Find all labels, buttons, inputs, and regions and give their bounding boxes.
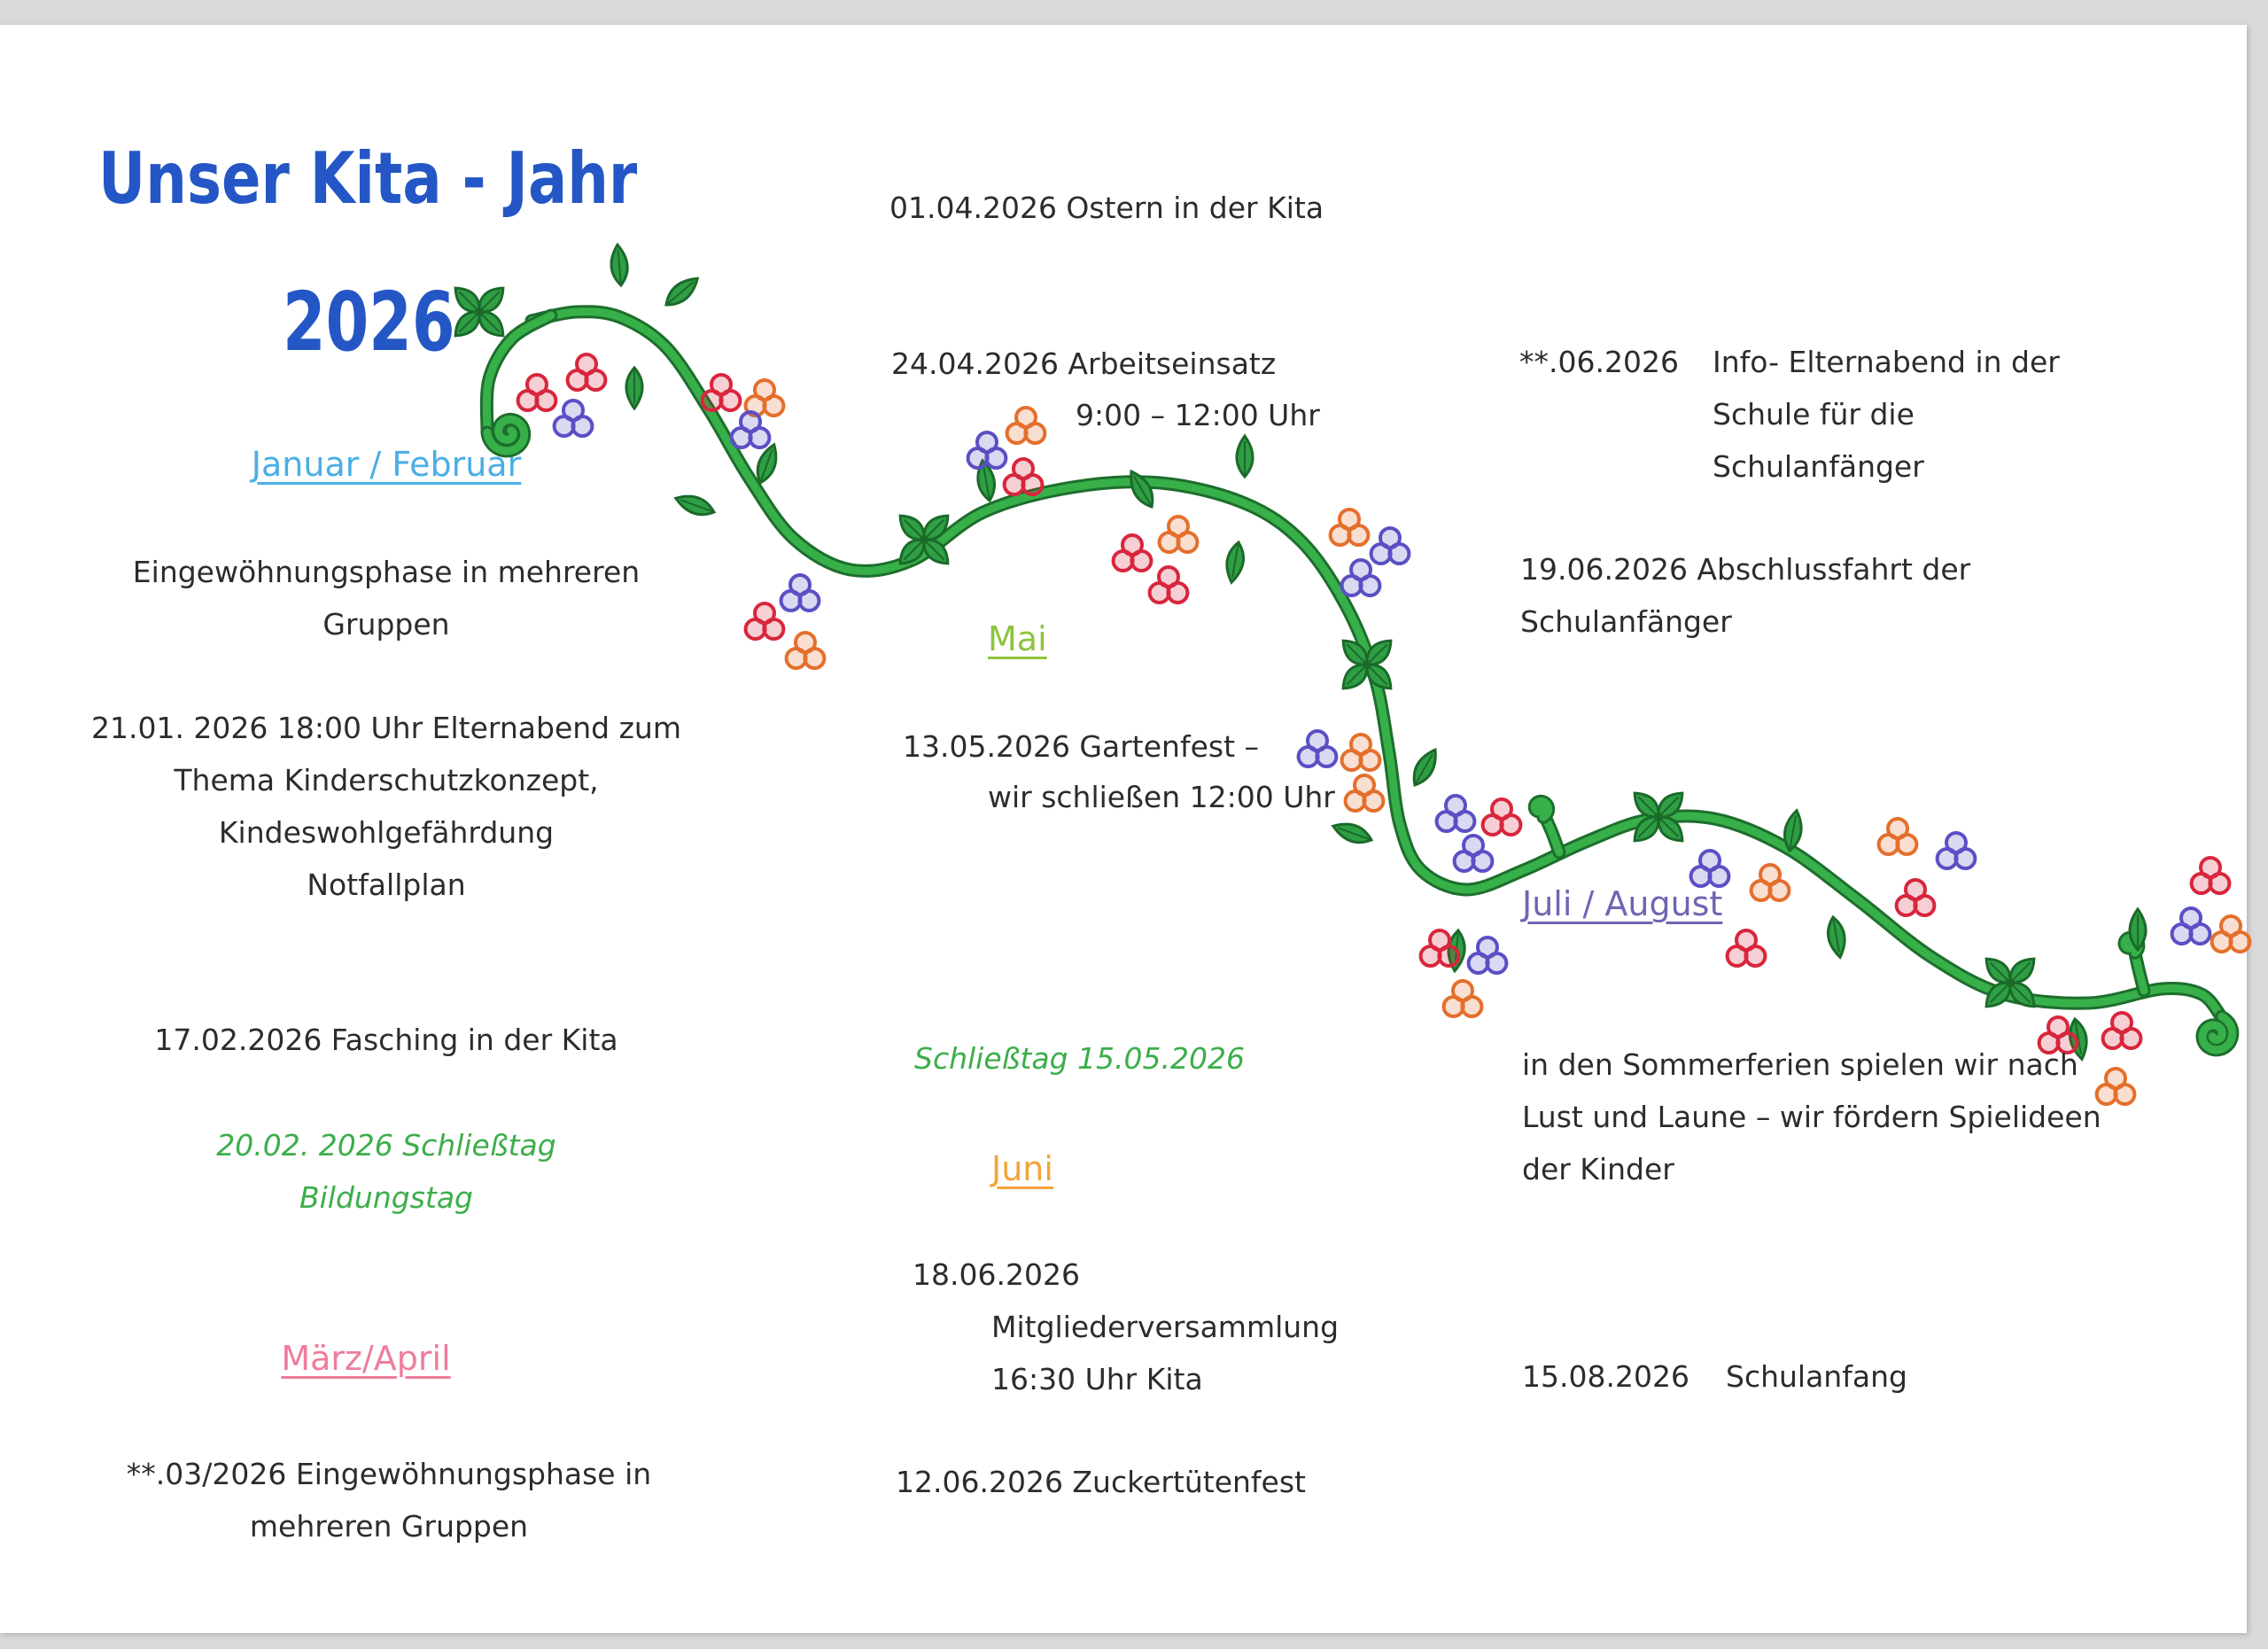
flower-petal xyxy=(1728,946,1747,966)
flower-petal xyxy=(1348,525,1368,545)
event-ostern: 01.04.2026 Ostern in der Kita xyxy=(889,191,1324,225)
flower-petal xyxy=(518,391,538,410)
flower-petal xyxy=(1455,812,1474,831)
event-line: 20.02. 2026 Schließtag xyxy=(216,1128,556,1163)
clover-center xyxy=(1363,660,1371,669)
event-line: Bildungstag xyxy=(299,1180,473,1215)
flower-petal xyxy=(1363,791,1383,811)
event-line: Schulanfänger xyxy=(1520,604,1732,639)
flower-petal xyxy=(764,396,783,416)
flower-petal xyxy=(1360,576,1379,595)
flower-petal xyxy=(1439,946,1458,966)
flower xyxy=(1879,819,1917,854)
flower-petal xyxy=(1389,544,1409,564)
event-eingewoehnung-januar xyxy=(53,546,719,650)
event-info-elternabend xyxy=(1713,336,2060,493)
event-schulanfang: Schulanfang xyxy=(1726,1359,1907,1394)
event-line: Kindeswohlgefährdung xyxy=(218,815,555,850)
flower-petal xyxy=(1897,896,1916,915)
flower-petal xyxy=(586,370,605,390)
event-line: Lust und Laune – wir fördern Spielideen xyxy=(1522,1100,2101,1134)
event-info-elternabend-date: **.06.2026 xyxy=(1519,345,1679,379)
leaf xyxy=(626,368,642,408)
flower-petal xyxy=(2190,924,2210,944)
heading-mai: Mai xyxy=(988,619,1047,658)
flower-petal xyxy=(1150,583,1169,603)
flower-petal xyxy=(1915,896,1934,915)
heading-maerz-april: März/April xyxy=(281,1339,451,1378)
flower-petal xyxy=(2121,1029,2140,1048)
event-line: Eingewöhnungsphase in mehreren xyxy=(132,555,641,589)
flower xyxy=(781,575,819,611)
flower-petal xyxy=(1177,533,1197,552)
flower-petal xyxy=(781,591,801,611)
flower-petal xyxy=(1455,852,1474,871)
event-line: **.03/2026 Eingewöhnungsphase in xyxy=(126,1457,652,1491)
flower-petal xyxy=(986,448,1006,468)
flower-petal xyxy=(1879,835,1899,854)
flower-petal xyxy=(1342,751,1362,770)
page-title: Unser Kita - Jahr xyxy=(98,137,638,220)
flower-petal xyxy=(1342,576,1362,595)
flower-petal xyxy=(2172,924,2192,944)
event-arbeitseinsatz-time: 9:00 – 12:00 Uhr xyxy=(1076,398,1320,432)
flower-petal xyxy=(1938,849,1957,868)
leaf xyxy=(661,273,703,311)
heading-juni: Juni xyxy=(991,1149,1053,1188)
flower xyxy=(1483,799,1521,835)
flower-petal xyxy=(968,448,988,468)
flower-petal xyxy=(1371,544,1391,564)
flower-petal xyxy=(1346,791,1365,811)
flower xyxy=(2097,1069,2135,1104)
flower-petal xyxy=(1025,424,1045,443)
event-line: Thema Kinderschutzkonzept, xyxy=(174,763,599,797)
clover-center xyxy=(1654,813,1663,821)
flower xyxy=(703,375,741,410)
flower-petal xyxy=(750,428,769,447)
leaf xyxy=(673,491,717,520)
flower-petal xyxy=(1444,997,1464,1016)
flower-petal xyxy=(1114,551,1133,571)
flower-petal xyxy=(787,649,806,668)
event-line: Gruppen xyxy=(322,607,450,642)
flower-petal xyxy=(1421,946,1441,966)
flower xyxy=(787,633,825,668)
flower xyxy=(2172,908,2210,944)
flower-petal xyxy=(1437,812,1456,831)
flower-petal xyxy=(1769,881,1789,900)
page-year: 2026 xyxy=(283,275,455,369)
flower xyxy=(746,380,784,416)
event-schliesstag-februar xyxy=(53,1119,719,1224)
clover xyxy=(449,282,509,341)
flower-petal xyxy=(1487,953,1506,973)
flower-petal xyxy=(720,391,740,410)
flower xyxy=(968,432,1006,468)
flower-petal xyxy=(2115,1085,2134,1104)
leaf xyxy=(1124,468,1159,511)
leaf xyxy=(610,244,629,285)
event-zuckertuetenfest: 12.06.2026 Zuckertütenfest xyxy=(896,1465,1306,1499)
flower xyxy=(2192,858,2230,893)
leaf xyxy=(1408,746,1442,789)
flower-petal xyxy=(746,619,765,639)
flower xyxy=(732,412,770,447)
flower-petal xyxy=(2210,874,2229,893)
event-line: Notfallplan xyxy=(307,867,466,902)
flower xyxy=(1342,560,1380,595)
leaf xyxy=(1825,915,1848,958)
flower xyxy=(568,354,606,390)
event-fasching: 17.02.2026 Fasching in der Kita xyxy=(154,1023,618,1057)
flower xyxy=(1007,408,1045,443)
flower-petal xyxy=(1469,953,1488,973)
flower-petal xyxy=(1483,815,1503,835)
flower xyxy=(1160,517,1198,552)
clover-center xyxy=(2006,978,2015,987)
event-abschlussfahrt xyxy=(1520,543,1970,648)
event-mitgliederversammlung-date: 18.06.2026 xyxy=(913,1257,1080,1292)
flower-petal xyxy=(1751,881,1771,900)
flower-petal xyxy=(1462,997,1481,1016)
flower-petal xyxy=(1299,747,1318,766)
flower-petal xyxy=(1131,551,1151,571)
flower xyxy=(1437,796,1475,831)
flower-petal xyxy=(2192,874,2211,893)
flower xyxy=(1444,981,1482,1016)
event-eingewoehnung-maerz xyxy=(56,1448,722,1552)
flower-petal xyxy=(799,591,819,611)
vine-spiral xyxy=(1534,801,1548,817)
flower-petal xyxy=(764,619,783,639)
event-line: in den Sommerferien spielen wir nach xyxy=(1522,1047,2078,1082)
event-line: Schulanfänger xyxy=(1713,449,1924,484)
flower-petal xyxy=(536,391,555,410)
event-line: Schule für die xyxy=(1713,397,1915,432)
flower xyxy=(1114,535,1152,571)
event-line: Info- Elternabend in der xyxy=(1713,345,2060,379)
flower xyxy=(1751,865,1790,900)
flower-petal xyxy=(1005,475,1024,494)
clover-center xyxy=(475,307,484,316)
event-mitgliederversammlung xyxy=(991,1301,1339,1405)
clover-center xyxy=(920,535,928,544)
flower xyxy=(1342,735,1380,770)
flower-petal xyxy=(1331,525,1350,545)
flower-petal xyxy=(572,416,592,436)
flower-petal xyxy=(1160,533,1179,552)
event-line: 21.01. 2026 18:00 Uhr Elternabend zum xyxy=(90,711,681,745)
event-schliesstag-mai: Schließtag 15.05.2026 xyxy=(914,1041,1245,1076)
heading-januar-februar: Januar / Februar xyxy=(251,445,522,484)
event-line: 19.06.2026 Abschlussfahrt der xyxy=(1520,552,1971,587)
flower xyxy=(1469,937,1507,973)
flower-petal xyxy=(1022,475,1042,494)
flower-petal xyxy=(732,428,751,447)
flower xyxy=(1371,528,1410,564)
event-line: mehreren Gruppen xyxy=(249,1509,529,1544)
flower-petal xyxy=(1317,747,1336,766)
flower xyxy=(1331,509,1369,545)
flower-petal xyxy=(1501,815,1520,835)
event-elternabend xyxy=(53,702,719,911)
flower xyxy=(2212,916,2250,952)
leaf xyxy=(1237,436,1253,477)
flower xyxy=(746,603,784,639)
flower xyxy=(1455,836,1493,871)
flower-petal xyxy=(1360,751,1379,770)
event-sommerferien xyxy=(1522,1038,2101,1195)
flower-petal xyxy=(568,370,587,390)
flower xyxy=(1299,731,1337,766)
flower-petal xyxy=(1472,852,1492,871)
flower-petal xyxy=(1007,424,1027,443)
event-schulanfang-date: 15.08.2026 xyxy=(1522,1359,1689,1394)
heading-juli-august: Juli / August xyxy=(1522,884,1723,923)
leaf xyxy=(1223,541,1247,583)
flower xyxy=(518,375,556,410)
flower-petal xyxy=(1955,849,1975,868)
event-gartenfest-note: wir schließen 12:00 Uhr xyxy=(988,780,1335,814)
flower-petal xyxy=(2230,932,2249,952)
flower-petal xyxy=(1897,835,1916,854)
flower-petal xyxy=(1168,583,1187,603)
flower-petal xyxy=(2103,1029,2123,1048)
flower-petal xyxy=(804,649,824,668)
flower-petal xyxy=(2212,932,2232,952)
flower-petal xyxy=(703,391,722,410)
event-line: Mitgliederversammlung xyxy=(991,1310,1340,1344)
event-gartenfest: 13.05.2026 Gartenfest – xyxy=(903,729,1259,764)
flower xyxy=(1938,833,1976,868)
flower xyxy=(555,401,593,436)
flower xyxy=(1728,930,1766,966)
leaf xyxy=(1331,819,1374,848)
flower xyxy=(1150,567,1188,603)
event-line: der Kinder xyxy=(1522,1152,1674,1186)
flower xyxy=(2103,1013,2141,1048)
flower xyxy=(1897,880,1935,915)
event-arbeitseinsatz: 24.04.2026 Arbeitseinsatz xyxy=(891,346,1277,381)
leaf xyxy=(2130,909,2146,950)
flower xyxy=(1005,459,1043,494)
flower-petal xyxy=(1745,946,1765,966)
event-line: 16:30 Uhr Kita xyxy=(991,1362,1203,1396)
flower xyxy=(1346,775,1384,811)
flower-petal xyxy=(555,416,574,436)
